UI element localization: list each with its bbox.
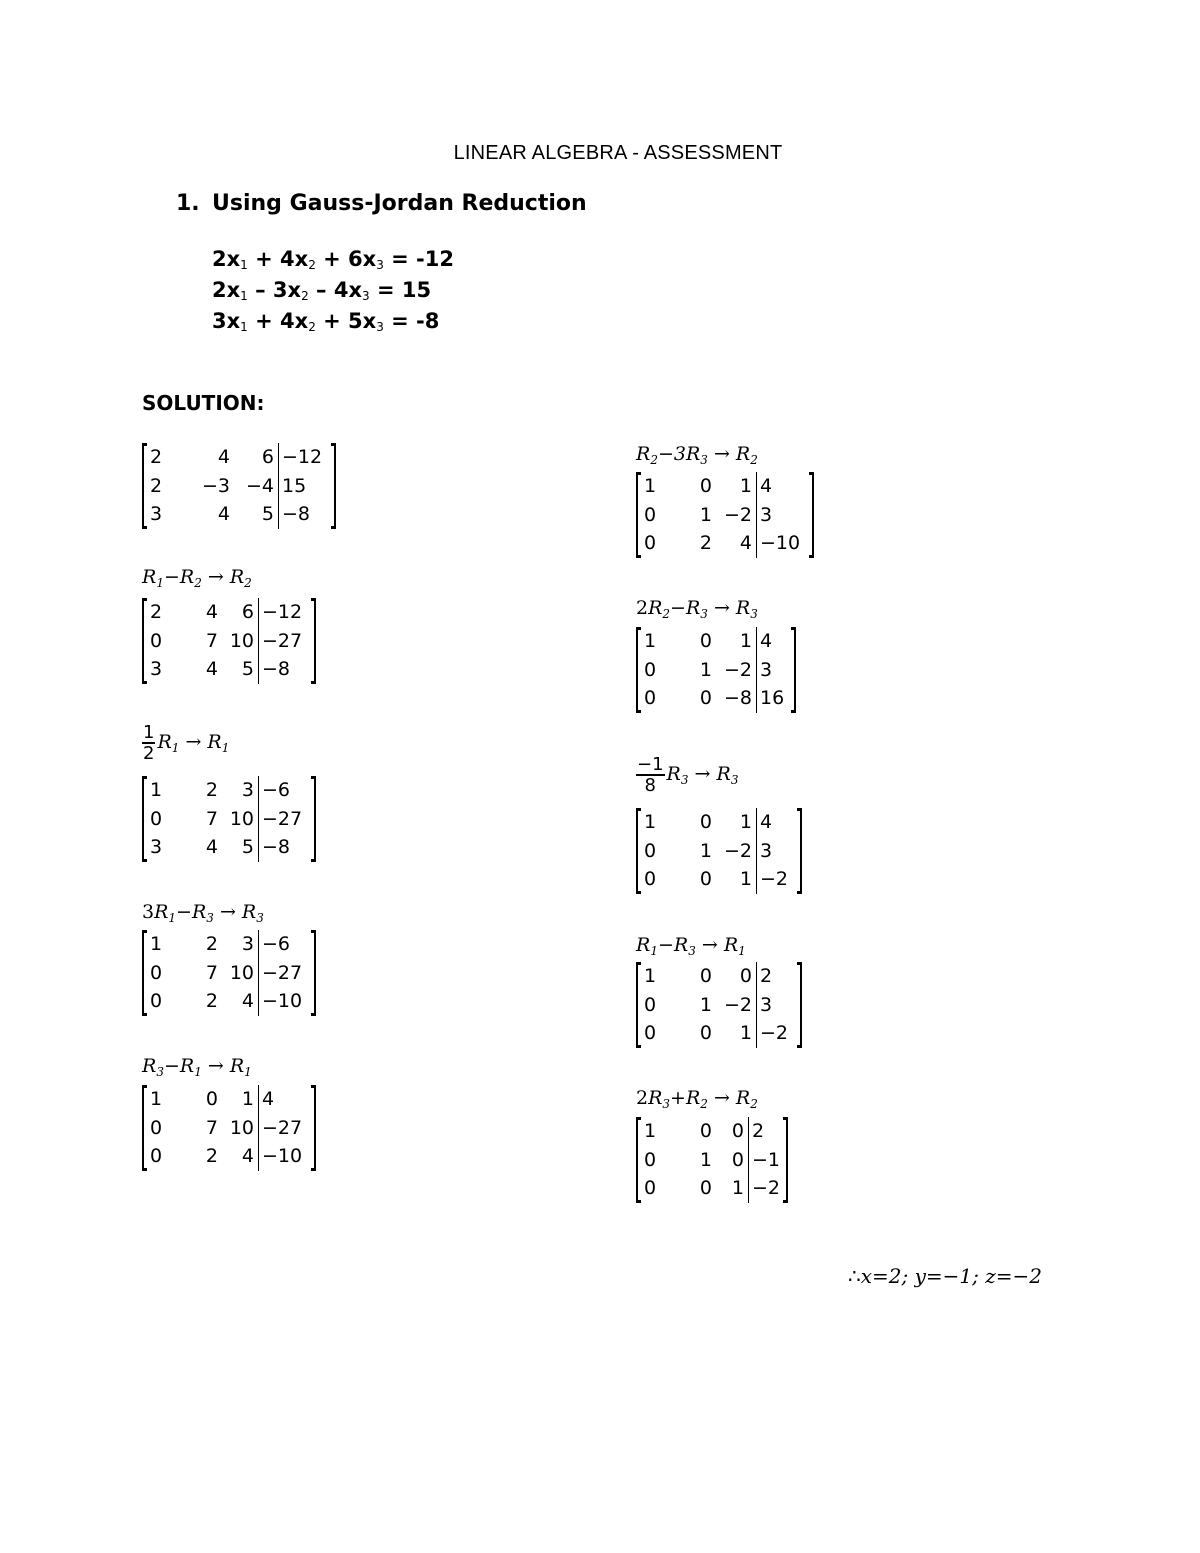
- row-index: 3: [680, 773, 689, 787]
- augmented-matrix: [142, 930, 316, 1016]
- row-symbol: $R_1$: [723, 934, 746, 958]
- matrix-cell: 4: [241, 1145, 254, 1168]
- matrix-augmented-cell: 3: [756, 991, 800, 1020]
- bracket-corner: [311, 681, 316, 684]
- bracket-corner: [142, 681, 147, 684]
- equation-1: $2x_1 + 4x_2 + 6x_3 = -12$: [212, 247, 455, 272]
- solution-values: x=2; y=−1; z=−2: [860, 1264, 1043, 1288]
- matrix-augmented-cell: −8: [278, 500, 334, 529]
- bracket-corner: [783, 1200, 788, 1203]
- matrix-row: [144, 1085, 314, 1114]
- bracket-corner: [142, 526, 147, 529]
- matrix-augmented-cell: −27: [258, 959, 314, 988]
- bracket-corner: [142, 859, 147, 862]
- matrix-cell: 4: [205, 836, 218, 859]
- matrix-augmented-cell: −2: [756, 865, 800, 894]
- arrow-icon: →: [213, 901, 242, 923]
- matrix-cell: 0: [739, 965, 752, 988]
- row-symbol: $+R_2$: [670, 1087, 708, 1111]
- matrix-row: [144, 655, 314, 684]
- row-symbol: $R_3$: [735, 597, 758, 621]
- matrix-cell: 0: [644, 1022, 657, 1045]
- matrix-cell: 1: [644, 475, 657, 498]
- augmented-matrix: [636, 962, 802, 1048]
- row-index: 1: [156, 576, 164, 590]
- matrix-cell: 0: [644, 839, 657, 862]
- fraction-denominator: 8: [644, 775, 656, 796]
- matrix-cell: 1: [739, 630, 752, 653]
- matrix-cell: 0: [644, 1177, 657, 1200]
- bracket-corner: [311, 859, 316, 862]
- matrix-cell: 4: [241, 990, 254, 1013]
- matrix-cell: −4: [245, 474, 274, 497]
- row-operation: [636, 598, 758, 624]
- matrix-cell: 0: [699, 965, 712, 988]
- matrix-cell: 1: [699, 503, 712, 526]
- row-symbol: $R_2$: [735, 1087, 758, 1111]
- arrow-icon: →: [707, 597, 736, 619]
- matrix-cell: 4: [217, 446, 230, 469]
- bracket-corner: [142, 1168, 147, 1171]
- bracket-corner: [311, 1168, 316, 1171]
- row-index: 3: [750, 607, 758, 621]
- matrix-cell: 3: [241, 933, 254, 956]
- row-symbol: $R_1$: [157, 731, 180, 755]
- matrix-cell: 1: [739, 475, 752, 498]
- matrix-cell: 0: [731, 1148, 744, 1171]
- matrix-row: [638, 865, 800, 894]
- row-index: 3: [730, 773, 739, 787]
- row-index: 3: [156, 1065, 164, 1079]
- matrix-cell: 2: [205, 1145, 218, 1168]
- matrix-cell: 2: [150, 474, 163, 497]
- matrix-cell: 6: [261, 446, 274, 469]
- arrow-icon: →: [707, 443, 736, 465]
- matrix-row: [144, 598, 314, 627]
- matrix-cell: 0: [644, 503, 657, 526]
- row-symbol: $-R_3$: [176, 901, 214, 925]
- matrix-cell: 1: [150, 933, 163, 956]
- matrix-cell: −2: [723, 503, 752, 526]
- augmented-matrix: [142, 598, 316, 684]
- bracket-corner: [791, 710, 796, 713]
- row-index: 2: [700, 1097, 708, 1111]
- matrix-cell: 0: [150, 807, 163, 830]
- matrix-cell: 0: [699, 475, 712, 498]
- matrix-augmented-cell: 2: [748, 1117, 786, 1146]
- row-index: 3: [256, 911, 264, 925]
- matrix-cell: 0: [699, 1120, 712, 1143]
- matrix-augmented-cell: −10: [258, 987, 314, 1016]
- matrix-augmented-cell: −8: [258, 833, 314, 862]
- matrix-cell: 0: [644, 532, 657, 555]
- row-symbol: $R_1$: [636, 934, 658, 958]
- matrix-cell: 1: [731, 1177, 744, 1200]
- augmented-matrix: [142, 443, 336, 529]
- row-operation: [142, 1056, 252, 1082]
- matrix-cell: 5: [241, 836, 254, 859]
- matrix-augmented-cell: 16: [756, 684, 794, 713]
- augmented-matrix: [636, 627, 796, 713]
- matrix-augmented-cell: −2: [748, 1174, 786, 1203]
- matrix-cell: −2: [723, 658, 752, 681]
- matrix-row: [144, 627, 314, 656]
- matrix-cell: 4: [217, 503, 230, 526]
- matrix-cell: 4: [205, 601, 218, 624]
- matrix-row: [144, 805, 314, 834]
- matrix-cell: 0: [699, 687, 712, 710]
- equation-3: $3x_1 + 4x_2 + 5x_3 = -8$: [212, 309, 440, 334]
- matrix-row: [144, 959, 314, 988]
- matrix-augmented-cell: −27: [258, 805, 314, 834]
- matrix-cell: 0: [699, 630, 712, 653]
- matrix-row: [638, 1174, 786, 1203]
- bracket-corner: [636, 1200, 641, 1203]
- matrix-cell: −2: [723, 993, 752, 1016]
- row-symbol: $R_3$: [241, 901, 264, 925]
- matrix-row: [144, 472, 334, 501]
- matrix-cell: 2: [205, 933, 218, 956]
- matrix-row: [638, 684, 794, 713]
- row-index: 2: [194, 576, 202, 590]
- matrix-row: [638, 627, 794, 656]
- matrix-row: [638, 656, 794, 685]
- question-number: 1.: [176, 191, 200, 216]
- row-index: 2: [244, 576, 252, 590]
- matrix-row: [638, 808, 800, 837]
- row-symbol: $R_2$: [229, 566, 252, 590]
- coefficient: 3: [142, 901, 155, 923]
- matrix-cell: 1: [739, 1022, 752, 1045]
- fraction-numerator: 1: [143, 722, 155, 743]
- matrix-row: [638, 837, 800, 866]
- matrix-cell: 1: [644, 965, 657, 988]
- matrix-cell: 2: [205, 779, 218, 802]
- matrix-cell: −2: [723, 839, 752, 862]
- fraction-numerator: −1: [637, 754, 664, 775]
- matrix-row: [144, 1114, 314, 1143]
- augmented-matrix: [142, 776, 316, 862]
- row-symbol: $R_3$: [648, 1087, 671, 1111]
- matrix-cell: 7: [205, 1116, 218, 1139]
- matrix-row: [638, 529, 812, 558]
- matrix-row: [638, 1019, 800, 1048]
- matrix-cell: 1: [150, 1088, 163, 1111]
- row-index: 2: [750, 453, 758, 467]
- row-symbol: $R_3$: [716, 763, 739, 787]
- bracket-corner: [636, 1045, 641, 1048]
- matrix-row: [144, 776, 314, 805]
- matrix-cell: 0: [205, 1088, 218, 1111]
- row-symbol: $R_1$: [207, 731, 230, 755]
- matrix-cell: 0: [699, 1177, 712, 1200]
- matrix-augmented-cell: −12: [278, 443, 334, 472]
- matrix-cell: 0: [731, 1120, 744, 1143]
- matrix-cell: 5: [261, 503, 274, 526]
- matrix-cell: 2: [150, 446, 163, 469]
- matrix-augmented-cell: 3: [756, 656, 794, 685]
- matrix-row: [144, 987, 314, 1016]
- matrix-augmented-cell: 4: [756, 472, 812, 501]
- matrix-row: [638, 472, 812, 501]
- row-symbol: $R_2$: [636, 443, 658, 467]
- matrix-augmented-cell: −27: [258, 627, 314, 656]
- augmented-matrix: [636, 1117, 788, 1203]
- bracket-corner: [636, 710, 641, 713]
- matrix-cell: 0: [150, 961, 163, 984]
- row-operation: [636, 1088, 758, 1114]
- matrix-row: [144, 833, 314, 862]
- row-symbol: $-3R_3$: [657, 443, 708, 467]
- matrix-cell: 2: [150, 601, 163, 624]
- row-index: 1: [244, 1065, 252, 1079]
- matrix-cell: 10: [229, 807, 254, 830]
- matrix-cell: 1: [241, 1088, 254, 1111]
- arrow-icon: →: [179, 731, 208, 753]
- matrix-augmented-cell: 15: [278, 472, 334, 501]
- matrix-augmented-cell: 4: [756, 627, 794, 656]
- augmented-matrix: [636, 472, 814, 558]
- document-title: LINEAR ALGEBRA - ASSESSMENT: [453, 142, 783, 164]
- row-symbol: $R_2$: [735, 443, 758, 467]
- bracket-corner: [636, 555, 641, 558]
- bracket-corner: [331, 526, 336, 529]
- matrix-cell: 0: [699, 1022, 712, 1045]
- row-symbol: $-R_3$: [657, 934, 696, 958]
- matrix-cell: 3: [150, 836, 163, 859]
- row-index: 2: [650, 453, 658, 467]
- row-operation: [636, 444, 758, 470]
- conclusion: [848, 1264, 1042, 1288]
- row-index: 1: [194, 1065, 202, 1079]
- row-index: 1: [650, 944, 658, 958]
- row-symbol: $R_3$: [142, 1055, 164, 1079]
- matrix-cell: 0: [150, 629, 163, 652]
- matrix-cell: 0: [644, 868, 657, 891]
- fraction: [636, 755, 665, 795]
- arrow-icon: →: [695, 934, 724, 956]
- matrix-augmented-cell: −8: [258, 655, 314, 684]
- matrix-cell: 7: [205, 629, 218, 652]
- matrix-cell: 1: [699, 993, 712, 1016]
- matrix-cell: 1: [644, 630, 657, 653]
- matrix-cell: 1: [739, 868, 752, 891]
- matrix-cell: 1: [644, 811, 657, 834]
- matrix-cell: −8: [723, 687, 752, 710]
- therefore-symbol: ∴: [848, 1264, 861, 1288]
- matrix-cell: 10: [229, 961, 254, 984]
- matrix-row: [144, 500, 334, 529]
- matrix-cell: 4: [205, 658, 218, 681]
- solution-label: SOLUTION:: [142, 391, 265, 415]
- row-symbol: $R_1$: [154, 901, 177, 925]
- row-symbol: $R_1$: [142, 566, 164, 590]
- matrix-augmented-cell: −10: [258, 1142, 314, 1171]
- bracket-corner: [311, 1013, 316, 1016]
- matrix-cell: 0: [644, 658, 657, 681]
- matrix-augmented-cell: 4: [756, 808, 800, 837]
- bracket-corner: [797, 891, 802, 894]
- arrow-icon: →: [688, 763, 717, 785]
- row-symbol: $-R_1$: [163, 1055, 202, 1079]
- arrow-icon: →: [707, 1087, 736, 1109]
- matrix-cell: 0: [644, 687, 657, 710]
- row-index: 1: [738, 944, 746, 958]
- matrix-row: [638, 501, 812, 530]
- matrix-augmented-cell: −10: [756, 529, 812, 558]
- matrix-cell: −3: [201, 474, 230, 497]
- matrix-row: [638, 1117, 786, 1146]
- bracket-corner: [636, 891, 641, 894]
- matrix-row: [638, 991, 800, 1020]
- matrix-cell: 1: [150, 779, 163, 802]
- matrix-augmented-cell: 2: [756, 962, 800, 991]
- matrix-cell: 3: [241, 779, 254, 802]
- matrix-augmented-cell: −1: [748, 1146, 786, 1175]
- matrix-cell: 0: [644, 1148, 657, 1171]
- matrix-cell: 0: [699, 868, 712, 891]
- arrow-icon: →: [201, 566, 230, 588]
- matrix-cell: 0: [150, 1116, 163, 1139]
- bracket-corner: [142, 1013, 147, 1016]
- matrix-cell: 3: [150, 658, 163, 681]
- matrix-cell: 2: [699, 532, 712, 555]
- row-index: 3: [662, 1097, 671, 1111]
- fraction: [142, 723, 155, 763]
- question-heading: [176, 191, 587, 216]
- row-index: 1: [221, 741, 230, 755]
- matrix-augmented-cell: 4: [258, 1085, 314, 1114]
- row-symbol: $R_3$: [666, 763, 689, 787]
- coefficient: 2: [636, 597, 649, 619]
- matrix-cell: 1: [644, 1120, 657, 1143]
- row-operation: [636, 755, 738, 795]
- matrix-augmented-cell: 3: [756, 837, 800, 866]
- matrix-row: [638, 962, 800, 991]
- matrix-cell: 5: [241, 658, 254, 681]
- augmented-matrix: [142, 1085, 316, 1171]
- matrix-cell: 10: [229, 629, 254, 652]
- row-index: 2: [750, 1097, 758, 1111]
- row-index: 3: [700, 607, 708, 621]
- matrix-row: [144, 443, 334, 472]
- bracket-corner: [809, 555, 814, 558]
- row-operation: [636, 935, 746, 961]
- matrix-cell: 1: [739, 811, 752, 834]
- question-text: Using Gauss-Jordan Reduction: [212, 191, 587, 216]
- matrix-cell: 4: [739, 532, 752, 555]
- matrix-cell: 1: [699, 658, 712, 681]
- matrix-augmented-cell: −27: [258, 1114, 314, 1143]
- matrix-augmented-cell: −6: [258, 776, 314, 805]
- matrix-cell: 0: [644, 993, 657, 1016]
- bracket-corner: [797, 1045, 802, 1048]
- matrix-augmented-cell: −12: [258, 598, 314, 627]
- matrix-augmented-cell: −2: [756, 1019, 800, 1048]
- matrix-cell: 1: [699, 1148, 712, 1171]
- matrix-row: [638, 1146, 786, 1175]
- matrix-cell: 10: [229, 1116, 254, 1139]
- row-symbol: $-R_3$: [670, 597, 708, 621]
- matrix-cell: 0: [150, 1145, 163, 1168]
- row-operation: [142, 723, 229, 763]
- matrix-row: [144, 1142, 314, 1171]
- row-index: 1: [168, 911, 177, 925]
- augmented-matrix: [636, 808, 802, 894]
- row-index: 3: [688, 944, 696, 958]
- matrix-cell: 1: [699, 839, 712, 862]
- matrix-cell: 0: [699, 811, 712, 834]
- matrix-cell: 7: [205, 961, 218, 984]
- matrix-cell: 7: [205, 807, 218, 830]
- fraction-denominator: 2: [143, 743, 155, 764]
- matrix-row: [144, 930, 314, 959]
- matrix-augmented-cell: −6: [258, 930, 314, 959]
- row-symbol: $R_1$: [229, 1055, 252, 1079]
- row-symbol: $R_2$: [648, 597, 671, 621]
- row-operation: [142, 902, 264, 928]
- row-index: 2: [662, 607, 671, 621]
- matrix-cell: 0: [150, 990, 163, 1013]
- row-index: 3: [700, 453, 708, 467]
- matrix-cell: 3: [150, 503, 163, 526]
- row-symbol: $-R_2$: [163, 566, 202, 590]
- matrix-augmented-cell: 3: [756, 501, 812, 530]
- row-index: 3: [206, 911, 214, 925]
- matrix-cell: 6: [241, 601, 254, 624]
- row-operation: [142, 567, 252, 593]
- equation-2: $2x_1 - 3x_2 - 4x_3 = 15$: [212, 278, 432, 303]
- coefficient: 2: [636, 1087, 649, 1109]
- arrow-icon: →: [201, 1055, 230, 1077]
- row-index: 1: [171, 741, 180, 755]
- matrix-cell: 2: [205, 990, 218, 1013]
